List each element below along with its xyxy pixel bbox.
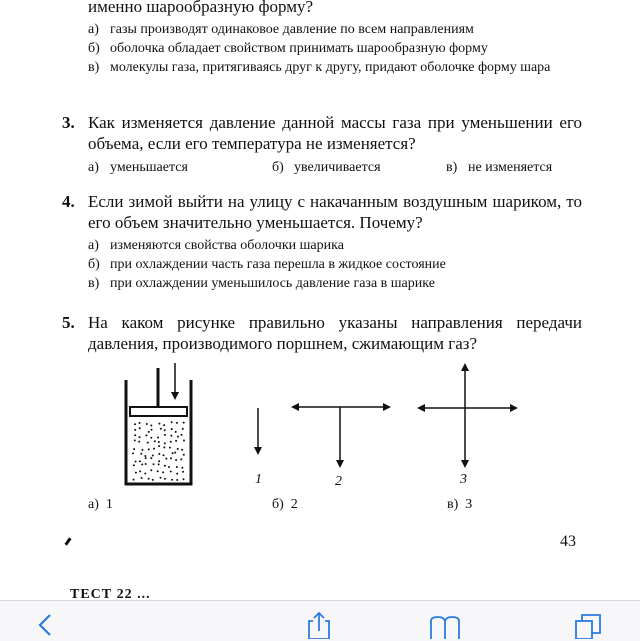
gas-particle: [141, 449, 143, 451]
next-section-cut: ТЕСТ 22 ...: [70, 588, 151, 600]
gas-particle: [150, 457, 152, 459]
gas-particle: [135, 461, 137, 463]
gas-particle: [150, 425, 152, 427]
question-2-text: именно шарообразную форму?: [88, 0, 314, 16]
gas-particle: [139, 470, 141, 472]
gas-particle: [181, 467, 183, 469]
gas-particle: [176, 473, 178, 475]
gas-particle: [158, 423, 160, 425]
question-text: На каком рисунке правильно указаны направления передачи давления, производимого поршнем, сжимающим газ?: [88, 313, 582, 353]
gas-particle: [157, 470, 159, 472]
gas-particle: [158, 441, 160, 443]
gas-particle: [171, 428, 173, 430]
gas-particle: [145, 463, 147, 465]
gas-particle: [139, 460, 141, 462]
answer-option: б) 2: [272, 497, 298, 512]
gas-particle: [140, 453, 142, 455]
gas-particle: [170, 471, 172, 473]
gas-particle: [163, 424, 165, 426]
gas-particle: [171, 421, 173, 423]
gas-particle: [158, 460, 160, 462]
gas-particle: [150, 437, 152, 439]
option: б) при охлаждении часть газа перешла в жидкое состояние: [88, 257, 446, 272]
gas-particle: [138, 441, 140, 443]
gas-particle: [172, 452, 174, 454]
gas-particles: [132, 421, 185, 481]
gas-particle: [153, 448, 155, 450]
gas-particle: [139, 427, 141, 429]
page-number: 43: [560, 533, 576, 550]
gas-particle: [181, 449, 183, 451]
back-icon[interactable]: [28, 609, 62, 639]
piston: [130, 407, 187, 416]
gas-particle: [145, 457, 147, 459]
figure-label: 3: [460, 472, 467, 487]
question-text: Как изменяется давление данной массы газа при уменьшении его объема, если его температура не изменяется?: [88, 113, 582, 153]
gas-particle: [176, 466, 178, 468]
gas-particle: [134, 434, 136, 436]
answer-option: в) 3: [447, 497, 473, 512]
gas-particle: [170, 435, 172, 437]
gas-particle: [164, 478, 166, 480]
option: в) не изменяется: [446, 160, 553, 175]
gas-particle: [164, 434, 166, 436]
gas-particle: [163, 446, 165, 448]
gas-particle: [183, 454, 185, 456]
gas-particle: [154, 440, 156, 442]
gas-particle: [175, 431, 177, 433]
gas-particle: [181, 434, 183, 436]
gas-particle: [176, 422, 178, 424]
gas-particle: [148, 478, 150, 480]
gas-particle: [141, 477, 143, 479]
gas-particle: [134, 439, 136, 441]
book-icon[interactable]: [428, 609, 462, 639]
gas-particle: [158, 445, 160, 447]
option: б) увеличивается: [272, 160, 381, 175]
bottom-toolbar: [0, 600, 640, 641]
gas-particle: [139, 422, 141, 424]
share-icon[interactable]: [302, 609, 336, 639]
tabs-icon[interactable]: [572, 609, 606, 639]
option: б) оболочка обладает свойством принимать шарообразную форму: [88, 41, 488, 56]
gas-particle: [133, 479, 135, 481]
gas-particle: [139, 436, 141, 438]
gas-particle: [144, 473, 146, 475]
gas-particle: [169, 447, 171, 449]
arrow-figure-2: [293, 407, 389, 466]
gas-particle: [177, 448, 179, 450]
gas-particle: [152, 455, 154, 457]
gas-particle: [148, 431, 150, 433]
gas-particle: [141, 464, 143, 466]
gas-particle: [171, 479, 173, 481]
cylinder-figure: [126, 363, 191, 484]
gas-particle: [170, 457, 172, 459]
gas-particle: [164, 465, 166, 467]
gas-particle: [182, 428, 184, 430]
gas-particle: [152, 479, 154, 481]
gas-particle: [146, 423, 148, 425]
gas-particle: [177, 436, 179, 438]
option: а) газы производят одинаковое давление по всем направлениям: [88, 22, 474, 37]
gas-particle: [135, 472, 137, 474]
option: а) уменьшается: [88, 160, 188, 175]
gas-particle: [144, 455, 146, 457]
gas-particle: [134, 423, 136, 425]
gas-particle: [151, 429, 153, 431]
gas-particle: [164, 442, 166, 444]
gas-particle: [160, 477, 162, 479]
gas-particle: [162, 471, 164, 473]
gas-particle: [183, 478, 185, 480]
question-number: 5.: [62, 313, 75, 332]
gas-particle: [133, 464, 135, 466]
gas-particle: [175, 459, 177, 461]
gas-particle: [174, 452, 176, 454]
gas-particle: [132, 452, 134, 454]
gas-particle: [157, 437, 159, 439]
gas-particle: [180, 458, 182, 460]
gas-particle: [158, 453, 160, 455]
gas-particle: [175, 440, 177, 442]
gas-particle: [163, 454, 165, 456]
gas-particle: [182, 471, 184, 473]
arrow-figure-3: [419, 365, 516, 466]
gas-particle: [153, 463, 155, 465]
figure-label: 1: [255, 472, 262, 487]
gas-particle: [158, 463, 160, 465]
gas-particle: [168, 466, 170, 468]
gas-particle: [176, 479, 178, 481]
gas-particle: [183, 422, 185, 424]
gas-particle: [133, 448, 135, 450]
gas-particle: [145, 434, 147, 436]
gas-particle: [134, 429, 136, 431]
gas-particle: [148, 448, 150, 450]
answer-option: а) 1: [88, 497, 113, 512]
gas-particle: [147, 442, 149, 444]
figure-label: 2: [335, 474, 342, 489]
gas-particle: [165, 458, 167, 460]
option: а) изменяются свойства оболочки шарика: [88, 238, 344, 253]
question-text: Если зимой выйти на улицу с накачанным воздушным шариком, то его объем значительно уменьшается. Почему?: [88, 192, 582, 232]
gas-particle: [183, 440, 185, 442]
question-number: 3.: [62, 113, 75, 132]
option: в) молекулы газа, притягиваясь друг к другу, придают оболочке форму шара: [88, 60, 551, 75]
question-number: 4.: [62, 192, 75, 211]
option: в) при охлаждении уменьшилось давление газа в шарике: [88, 276, 435, 291]
gas-particle: [160, 428, 162, 430]
gas-particle: [164, 429, 166, 431]
gas-particle: [150, 469, 152, 471]
gas-particle: [170, 441, 172, 443]
